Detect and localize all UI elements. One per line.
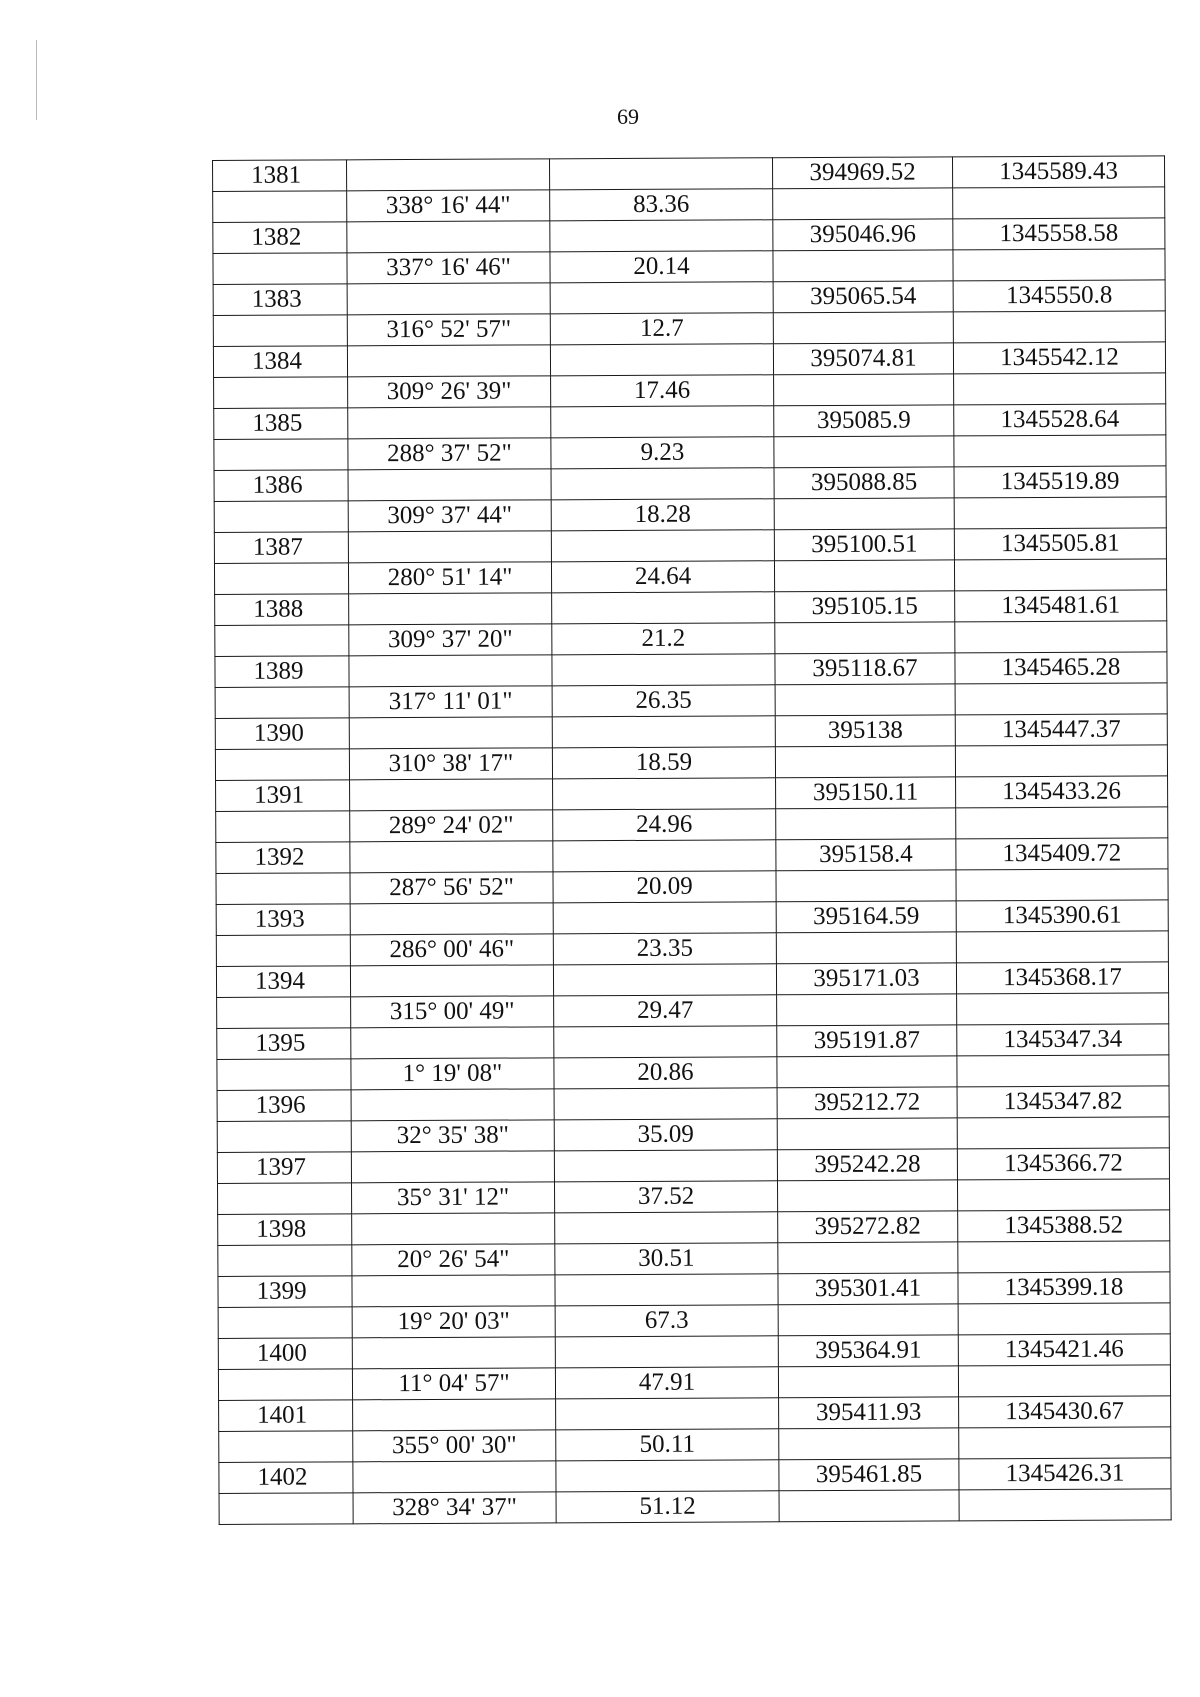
northing-cell xyxy=(954,559,1166,591)
station-cell: 1381 xyxy=(213,160,347,192)
bearing-cell xyxy=(351,1027,554,1059)
distance-cell: 17.46 xyxy=(551,375,774,407)
northing-cell xyxy=(955,683,1167,715)
northing-cell: 1345465.28 xyxy=(955,652,1167,684)
station-cell xyxy=(218,1183,352,1215)
bearing-cell: 32° 35' 38" xyxy=(351,1120,554,1152)
bearing-cell: 309° 37' 20" xyxy=(349,624,552,656)
northing-cell: 1345426.31 xyxy=(959,1458,1171,1490)
table-row xyxy=(217,993,1169,1029)
bearing-cell: 289° 24' 02" xyxy=(350,810,553,842)
table-row xyxy=(214,373,1166,409)
table-row xyxy=(215,683,1167,719)
station-cell xyxy=(213,253,347,285)
station-cell: 1393 xyxy=(216,904,350,936)
distance-cell xyxy=(553,902,776,934)
survey-coordinates-table xyxy=(212,155,1172,1525)
bearing-cell: 20° 26' 54" xyxy=(352,1244,555,1276)
bearing-cell: 328° 34' 37" xyxy=(353,1492,556,1524)
table-row xyxy=(214,404,1166,440)
table-row xyxy=(213,342,1165,378)
bearing-cell xyxy=(348,407,551,439)
easting-cell: 395242.28 xyxy=(777,1149,957,1181)
station-cell: 1398 xyxy=(218,1214,352,1246)
station-cell xyxy=(214,377,348,409)
station-cell xyxy=(215,749,349,781)
distance-cell xyxy=(556,1398,779,1430)
easting-cell xyxy=(776,808,956,840)
easting-cell: 395171.03 xyxy=(776,963,956,995)
northing-cell xyxy=(956,869,1168,901)
easting-cell xyxy=(776,870,956,902)
table-row xyxy=(213,249,1165,285)
station-cell xyxy=(219,1431,353,1463)
northing-cell: 1345589.43 xyxy=(952,156,1164,188)
station-cell: 1387 xyxy=(214,532,348,564)
easting-cell xyxy=(778,1366,958,1398)
easting-cell xyxy=(775,746,955,778)
bearing-cell xyxy=(350,779,553,811)
table-row xyxy=(214,497,1166,533)
bearing-cell xyxy=(351,1089,554,1121)
bearing-cell xyxy=(348,531,551,563)
bearing-cell xyxy=(347,159,550,191)
station-cell xyxy=(215,625,349,657)
bearing-cell xyxy=(350,841,553,873)
table-row xyxy=(216,869,1168,905)
station-cell xyxy=(215,687,349,719)
station-cell xyxy=(218,1307,352,1339)
bearing-cell xyxy=(347,283,550,315)
distance-cell xyxy=(550,220,773,252)
table-row xyxy=(215,621,1167,657)
northing-cell: 1345399.18 xyxy=(958,1272,1170,1304)
easting-cell: 395158.4 xyxy=(776,839,956,871)
table-row xyxy=(216,807,1168,843)
station-cell xyxy=(216,935,350,967)
easting-cell xyxy=(779,1428,959,1460)
easting-cell xyxy=(774,374,954,406)
northing-cell: 1345430.67 xyxy=(959,1396,1171,1428)
distance-cell: 18.28 xyxy=(551,499,774,531)
distance-cell: 20.09 xyxy=(553,871,776,903)
distance-cell: 67.3 xyxy=(555,1305,778,1337)
northing-cell xyxy=(958,1241,1170,1273)
northing-cell: 1345528.64 xyxy=(954,404,1166,436)
easting-cell: 395085.9 xyxy=(774,405,954,437)
distance-cell xyxy=(552,716,775,748)
northing-cell xyxy=(953,187,1165,219)
easting-cell: 395138 xyxy=(775,715,955,747)
easting-cell: 395272.82 xyxy=(778,1211,958,1243)
table-row xyxy=(213,311,1165,347)
northing-cell: 1345366.72 xyxy=(957,1148,1169,1180)
northing-cell: 1345558.58 xyxy=(953,218,1165,250)
bearing-cell xyxy=(352,1337,555,1369)
table-row xyxy=(213,280,1165,316)
station-cell xyxy=(219,1493,353,1525)
easting-cell: 395212.72 xyxy=(777,1087,957,1119)
northing-cell xyxy=(956,807,1168,839)
easting-cell xyxy=(778,1242,958,1274)
easting-cell xyxy=(775,622,955,654)
northing-cell: 1345421.46 xyxy=(958,1334,1170,1366)
station-cell: 1386 xyxy=(214,470,348,502)
table-row xyxy=(217,1055,1169,1091)
northing-cell xyxy=(957,1179,1169,1211)
table-row xyxy=(214,466,1166,502)
easting-cell xyxy=(778,1304,958,1336)
easting-cell xyxy=(777,994,957,1026)
easting-cell: 395046.96 xyxy=(773,219,953,251)
northing-cell: 1345388.52 xyxy=(958,1210,1170,1242)
table-row xyxy=(219,1458,1171,1494)
station-cell xyxy=(216,873,350,905)
easting-cell xyxy=(773,250,953,282)
bearing-cell xyxy=(352,1213,555,1245)
bearing-cell xyxy=(348,469,551,501)
easting-cell xyxy=(775,684,955,716)
table-row xyxy=(219,1427,1171,1463)
bearing-cell: 19° 20' 03" xyxy=(352,1306,555,1338)
northing-cell: 1345550.8 xyxy=(953,280,1165,312)
bearing-cell: 338° 16' 44" xyxy=(347,190,550,222)
northing-cell xyxy=(958,1303,1170,1335)
table-row xyxy=(213,187,1165,223)
easting-cell xyxy=(776,932,956,964)
distance-cell: 35.09 xyxy=(554,1119,777,1151)
table-row xyxy=(216,931,1168,967)
distance-cell: 37.52 xyxy=(554,1181,777,1213)
station-cell: 1391 xyxy=(216,780,350,812)
table-row xyxy=(217,1086,1169,1122)
northing-cell: 1345505.81 xyxy=(954,528,1166,560)
bearing-cell xyxy=(347,345,550,377)
distance-cell: 51.12 xyxy=(556,1491,779,1523)
distance-cell xyxy=(552,654,775,686)
bearing-cell: 35° 31' 12" xyxy=(352,1182,555,1214)
easting-cell xyxy=(774,560,954,592)
bearing-cell: 287° 56' 52" xyxy=(350,872,553,904)
northing-cell: 1345447.37 xyxy=(955,714,1167,746)
distance-cell xyxy=(553,840,776,872)
distance-cell: 50.11 xyxy=(556,1429,779,1461)
distance-cell xyxy=(555,1274,778,1306)
northing-cell xyxy=(958,1365,1170,1397)
bearing-cell: 337° 16' 46" xyxy=(347,252,550,284)
easting-cell: 395118.67 xyxy=(775,653,955,685)
table-row xyxy=(213,218,1165,254)
bearing-cell xyxy=(351,1151,554,1183)
station-cell: 1388 xyxy=(215,594,349,626)
distance-cell xyxy=(554,1026,777,1058)
easting-cell: 395100.51 xyxy=(774,529,954,561)
distance-cell: 23.35 xyxy=(553,933,776,965)
bearing-cell xyxy=(347,221,550,253)
table-row xyxy=(217,1148,1169,1184)
table-row xyxy=(218,1210,1170,1246)
easting-cell xyxy=(773,312,953,344)
northing-cell xyxy=(953,311,1165,343)
northing-cell xyxy=(954,497,1166,529)
distance-cell xyxy=(551,468,774,500)
easting-cell: 395411.93 xyxy=(779,1397,959,1429)
station-cell: 1399 xyxy=(218,1276,352,1308)
table-row xyxy=(218,1334,1170,1370)
easting-cell: 395364.91 xyxy=(778,1335,958,1367)
distance-cell: 83.36 xyxy=(550,189,773,221)
table-row xyxy=(214,559,1166,595)
table-row xyxy=(215,652,1167,688)
distance-cell: 29.47 xyxy=(554,995,777,1027)
bearing-cell xyxy=(349,655,552,687)
distance-cell xyxy=(550,344,773,376)
distance-cell: 47.91 xyxy=(555,1367,778,1399)
easting-cell: 395065.54 xyxy=(773,281,953,313)
table-body xyxy=(213,156,1172,1525)
distance-cell xyxy=(553,964,776,996)
distance-cell: 24.64 xyxy=(551,561,774,593)
table-row xyxy=(213,156,1165,192)
table-row xyxy=(215,714,1167,750)
northing-cell: 1345347.34 xyxy=(957,1024,1169,1056)
northing-cell: 1345390.61 xyxy=(956,900,1168,932)
easting-cell: 395074.81 xyxy=(773,343,953,375)
station-cell: 1402 xyxy=(219,1462,353,1494)
distance-cell xyxy=(554,1150,777,1182)
easting-cell xyxy=(777,1180,957,1212)
northing-cell xyxy=(956,931,1168,963)
distance-cell xyxy=(555,1212,778,1244)
station-cell: 1390 xyxy=(215,718,349,750)
table-row xyxy=(219,1489,1171,1525)
table-row xyxy=(216,776,1168,812)
table-row xyxy=(216,838,1168,874)
northing-cell: 1345347.82 xyxy=(957,1086,1169,1118)
distance-cell xyxy=(551,406,774,438)
easting-cell xyxy=(777,1118,957,1150)
distance-cell: 18.59 xyxy=(552,747,775,779)
bearing-cell xyxy=(349,717,552,749)
easting-cell: 395191.87 xyxy=(777,1025,957,1057)
northing-cell: 1345542.12 xyxy=(953,342,1165,374)
table-row xyxy=(216,900,1168,936)
bearing-cell: 1° 19' 08" xyxy=(351,1058,554,1090)
station-cell xyxy=(217,997,351,1029)
bearing-cell: 309° 26' 39" xyxy=(348,376,551,408)
table-row xyxy=(215,745,1167,781)
table-row xyxy=(217,1117,1169,1153)
table-row xyxy=(218,1179,1170,1215)
station-cell xyxy=(214,563,348,595)
station-cell xyxy=(218,1245,352,1277)
station-cell: 1395 xyxy=(217,1028,351,1060)
distance-cell xyxy=(551,530,774,562)
table-row xyxy=(215,590,1167,626)
northing-cell xyxy=(959,1489,1171,1521)
easting-cell xyxy=(777,1056,957,1088)
station-cell xyxy=(218,1369,352,1401)
station-cell: 1392 xyxy=(216,842,350,874)
distance-cell: 30.51 xyxy=(555,1243,778,1275)
station-cell xyxy=(217,1121,351,1153)
easting-cell: 395150.11 xyxy=(776,777,956,809)
distance-cell xyxy=(554,1088,777,1120)
station-cell xyxy=(214,501,348,533)
easting-cell xyxy=(779,1490,959,1522)
northing-cell xyxy=(955,621,1167,653)
bearing-cell: 286° 00' 46" xyxy=(350,934,553,966)
northing-cell xyxy=(954,435,1166,467)
easting-cell: 394969.52 xyxy=(772,157,952,189)
distance-cell: 9.23 xyxy=(551,437,774,469)
distance-cell xyxy=(555,1336,778,1368)
table-row xyxy=(214,435,1166,471)
easting-cell: 395461.85 xyxy=(779,1459,959,1491)
northing-cell xyxy=(957,1117,1169,1149)
northing-cell xyxy=(957,993,1169,1025)
distance-cell xyxy=(549,158,772,190)
station-cell: 1400 xyxy=(218,1338,352,1370)
bearing-cell xyxy=(352,1275,555,1307)
bearing-cell: 288° 37' 52" xyxy=(348,438,551,470)
easting-cell: 395301.41 xyxy=(778,1273,958,1305)
easting-cell: 395105.15 xyxy=(775,591,955,623)
bearing-cell: 315° 00' 49" xyxy=(351,996,554,1028)
station-cell: 1397 xyxy=(217,1152,351,1184)
distance-cell xyxy=(553,778,776,810)
table-row xyxy=(214,528,1166,564)
distance-cell xyxy=(552,592,775,624)
page-number: 69 xyxy=(617,104,639,129)
table-row xyxy=(217,1024,1169,1060)
table-row xyxy=(219,1396,1171,1432)
table-row xyxy=(218,1303,1170,1339)
table-row xyxy=(218,1272,1170,1308)
northing-cell: 1345481.61 xyxy=(955,590,1167,622)
bearing-cell xyxy=(349,593,552,625)
bearing-cell xyxy=(350,903,553,935)
northing-cell xyxy=(959,1427,1171,1459)
bearing-cell: 280° 51' 14" xyxy=(348,562,551,594)
northing-cell: 1345433.26 xyxy=(956,776,1168,808)
northing-cell: 1345409.72 xyxy=(956,838,1168,870)
northing-cell xyxy=(955,745,1167,777)
easting-cell xyxy=(773,188,953,220)
bearing-cell: 309° 37' 44" xyxy=(348,500,551,532)
station-cell xyxy=(217,1059,351,1091)
northing-cell xyxy=(957,1055,1169,1087)
station-cell: 1385 xyxy=(214,408,348,440)
distance-cell: 20.14 xyxy=(550,251,773,283)
easting-cell: 395088.85 xyxy=(774,467,954,499)
table-row xyxy=(216,962,1168,998)
station-cell: 1382 xyxy=(213,222,347,254)
station-cell xyxy=(213,315,347,347)
table-row xyxy=(218,1365,1170,1401)
bearing-cell: 355° 00' 30" xyxy=(353,1430,556,1462)
station-cell: 1401 xyxy=(219,1400,353,1432)
station-cell: 1389 xyxy=(215,656,349,688)
station-cell: 1394 xyxy=(216,966,350,998)
distance-cell: 21.2 xyxy=(552,623,775,655)
bearing-cell xyxy=(353,1461,556,1493)
distance-cell: 20.86 xyxy=(554,1057,777,1089)
station-cell: 1383 xyxy=(213,284,347,316)
distance-cell: 26.35 xyxy=(552,685,775,717)
station-cell xyxy=(213,191,347,223)
table-row xyxy=(218,1241,1170,1277)
northing-cell: 1345368.17 xyxy=(956,962,1168,994)
bearing-cell: 310° 38' 17" xyxy=(349,748,552,780)
northing-cell: 1345519.89 xyxy=(954,466,1166,498)
station-cell: 1384 xyxy=(213,346,347,378)
distance-cell xyxy=(550,282,773,314)
easting-cell: 395164.59 xyxy=(776,901,956,933)
bearing-cell xyxy=(350,965,553,997)
bearing-cell: 316° 52' 57" xyxy=(347,314,550,346)
easting-cell xyxy=(774,498,954,530)
northing-cell xyxy=(953,249,1165,281)
station-cell: 1396 xyxy=(217,1090,351,1122)
distance-cell: 12.7 xyxy=(550,313,773,345)
bearing-cell: 317° 11' 01" xyxy=(349,686,552,718)
bearing-cell xyxy=(353,1399,556,1431)
bearing-cell: 11° 04' 57" xyxy=(352,1368,555,1400)
distance-cell: 24.96 xyxy=(553,809,776,841)
distance-cell xyxy=(556,1460,779,1492)
northing-cell xyxy=(954,373,1166,405)
station-cell xyxy=(214,439,348,471)
easting-cell xyxy=(774,436,954,468)
station-cell xyxy=(216,811,350,843)
